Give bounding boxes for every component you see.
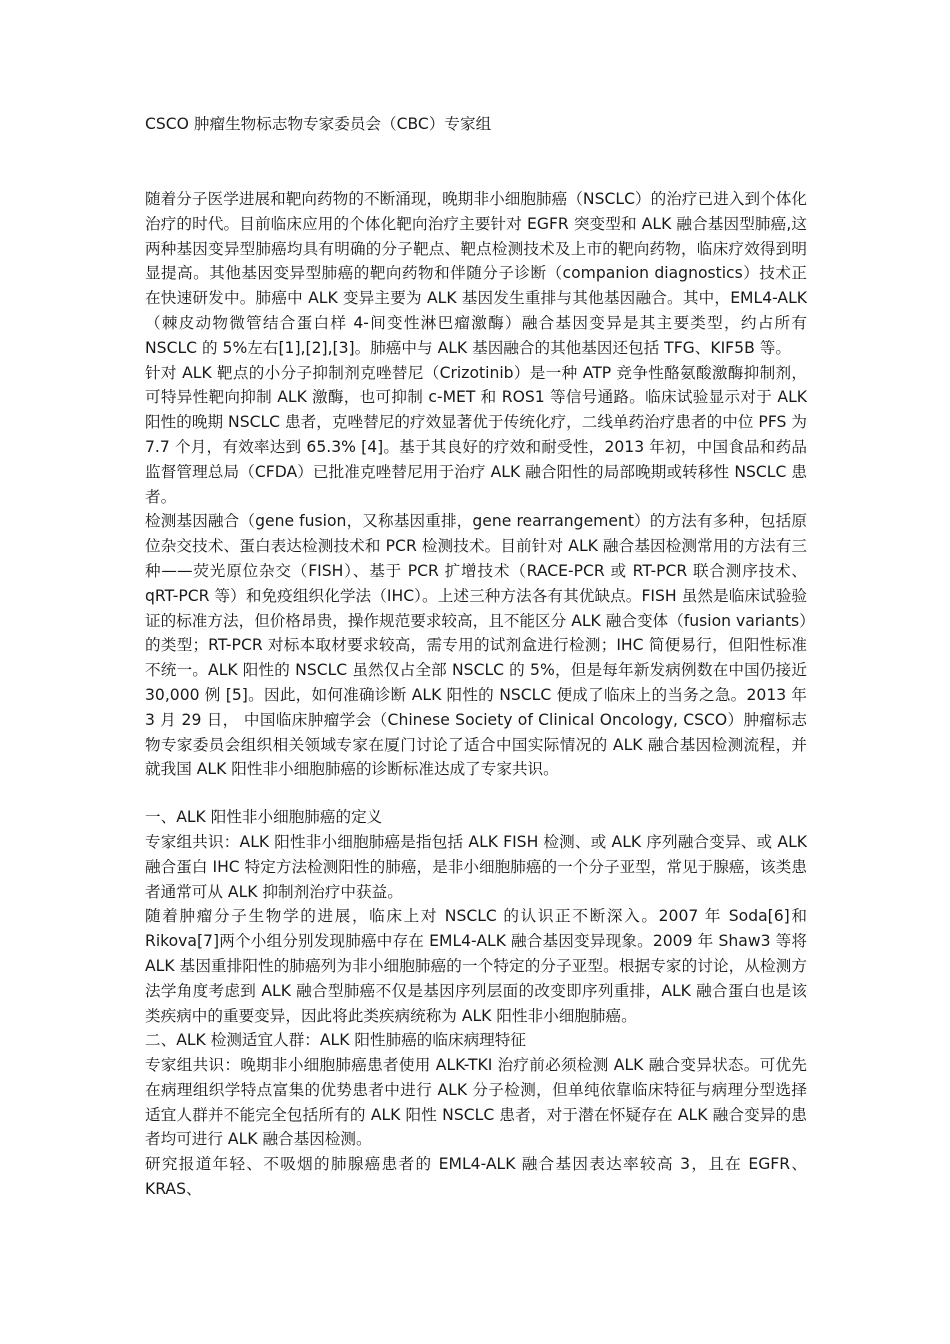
section-2-heading: 二、ALK 检测适宜人群：ALK 阳性肺癌的临床病理特征 [145,1031,526,1050]
intro-paragraph-2: 针对 ALK 靶点的小分子抑制剂克唑替尼（Crizotinib）是一种 ATP 竞争性酪氨酸激酶抑制剂，可特异性靶向抑制 ALK 激酶，也可抑制 c-MET 和 ROS1 等信号通路。临床试验显示对于 ALK 阳性的晚期 NSCLC 患者，克唑替尼的疗效显著优于传统化疗，二线单药治疗患者的中位 PFS 为 7.7 个月，有效率达到 65.3% [4]。基于其良好的疗效和耐受性，2013 年初，中国食品和药品监督管理总局（CFDA）已批准克唑替尼用于治疗 ALK 融合阳性的局部晚期或转移性 NSCLC 患者。 [145,363,807,506]
section-1-heading: 一、ALK 阳性非小细胞肺癌的定义 [145,808,383,827]
section-2-paragraph-1: 专家组共识：晚期非小细胞肺癌患者使用 ALK-TKI 治疗前必须检测 ALK 融合变异状态。可优先在病理组织学特点富集的优势患者中进行 ALK 分子检测，但单纯依靠临床特征与病理分型选择适宜人群并不能完全包括所有的 ALK 阳性 NSCLC 患者，对于潜在怀疑存在 ALK 融合变异的患者均可进行 ALK 融合基因检测。 [145,1056,807,1149]
section-1-paragraph-2: 随着肿瘤分子生物学的进展，临床上对 NSCLC 的认识正不断深入。2007 年 Soda[6]和 Rikova[7]两个小组分别发现肺癌中存在 EML4-ALK 融合基因变异现象。2009 年 Shaw3 等将 ALK 基因重排阳性的肺癌列为非小细胞肺癌的一个特定的分子亚型。根据专家的讨论，从检测方法学角度考虑到 ALK 融合型肺癌不仅是基因序列层面的改变即序列重排，ALK 融合蛋白也是该类疾病中的重要变异，因此将此类疾病统称为 ALK 阳性非小细胞肺癌。 [145,907,807,1025]
section-2-paragraph-2: 研究报道年轻、不吸烟的肺腺癌患者的 EML4-ALK 融合基因表达率较高 3，且在 EGFR、KRAS、 [145,1155,807,1199]
spacer [145,142,807,187]
intro-paragraph-3: 检测基因融合（gene fusion，又称基因重排，gene rearrangement）的方法有多种，包括原位杂交技术、蛋白表达检测技术和 PCR 检测技术。目前针对 ALK 融合基因检测常用的方法有三种——荧光原位杂交（FISH）、基于 PCR 扩增技术（RACE-PCR 或 RT-PCR 联合测序技术、qRT-PCR 等）和免疫组织化学法（IHC）。上述三种方法各有其优缺点。FISH 虽然是临床试验验证的标准方法，但价格昂贵，操作规范要求较高，且不能区分 ALK 融合变体（fusion variants）的类型；RT-PCR 对标本取材要求较高，需专用的试剂盒进行检测；IHC 简便易行，但阳性标准不统一。ALK 阳性的 NSCLC 虽然仅占全部 NSCLC 的 5%，但是每年新发病例数在中国仍接近 30,000 例 [5]。因此，如何准确诊断 ALK 阳性的 NSCLC 便成了临床上的当务之急。2013 年 3 月 29 日， 中国临床肿瘤学会（Chinese Society of Clinical Oncology, CSCO）肿瘤标志物专家委员会组织相关领域专家在厦门讨论了适合中国实际情况的 ALK 融合基因检测流程，并就我国 ALK 阳性非小细胞肺癌的诊断标准达成了专家共识。 [145,512,807,779]
section-1-paragraph-1: 专家组共识：ALK 阳性非小细胞肺癌是指包括 ALK FISH 检测、或 ALK 序列融合变异、或 ALK 融合蛋白 IHC 特定方法检测阳性的肺癌，是非小细胞肺癌的一个分子亚型，常见于腺癌，该类患者通常可从 ALK 抑制剂治疗中获益。 [145,832,807,901]
author-line: CSCO 肿瘤生物标志物专家委员会（CBC）专家组 [145,115,492,133]
spacer [145,782,807,805]
document-page [145,112,807,1202]
intro-paragraph-1: 随着分子医学进展和靶向药物的不断涌现，晚期非小细胞肺癌（NSCLC）的治疗已进入到个体化治疗的时代。目前临床应用的个体化靶向治疗主要针对 EGFR 突变型和 ALK 融合基因型肺癌,这两种基因变异型肺癌均具有明确的分子靶点、靶点检测技术及上市的靶向药物，临床疗效得到明显提高。其他基因变异型肺癌的靶向药物和伴随分子诊断（companion diagnostics）技术正在快速研发中。肺癌中 ALK 变异主要为 ALK 基因发生重排与其他基因融合。其中，EML4-ALK（棘皮动物微管结合蛋白样 4-间变性淋巴瘤激酶）融合基因变异是其主要类型，约占所有 NSCLC 的 5%左右[1],[2],[3]。肺癌中与 ALK 基因融合的其他基因还包括 TFG、KIF5B 等。 [145,190,807,357]
